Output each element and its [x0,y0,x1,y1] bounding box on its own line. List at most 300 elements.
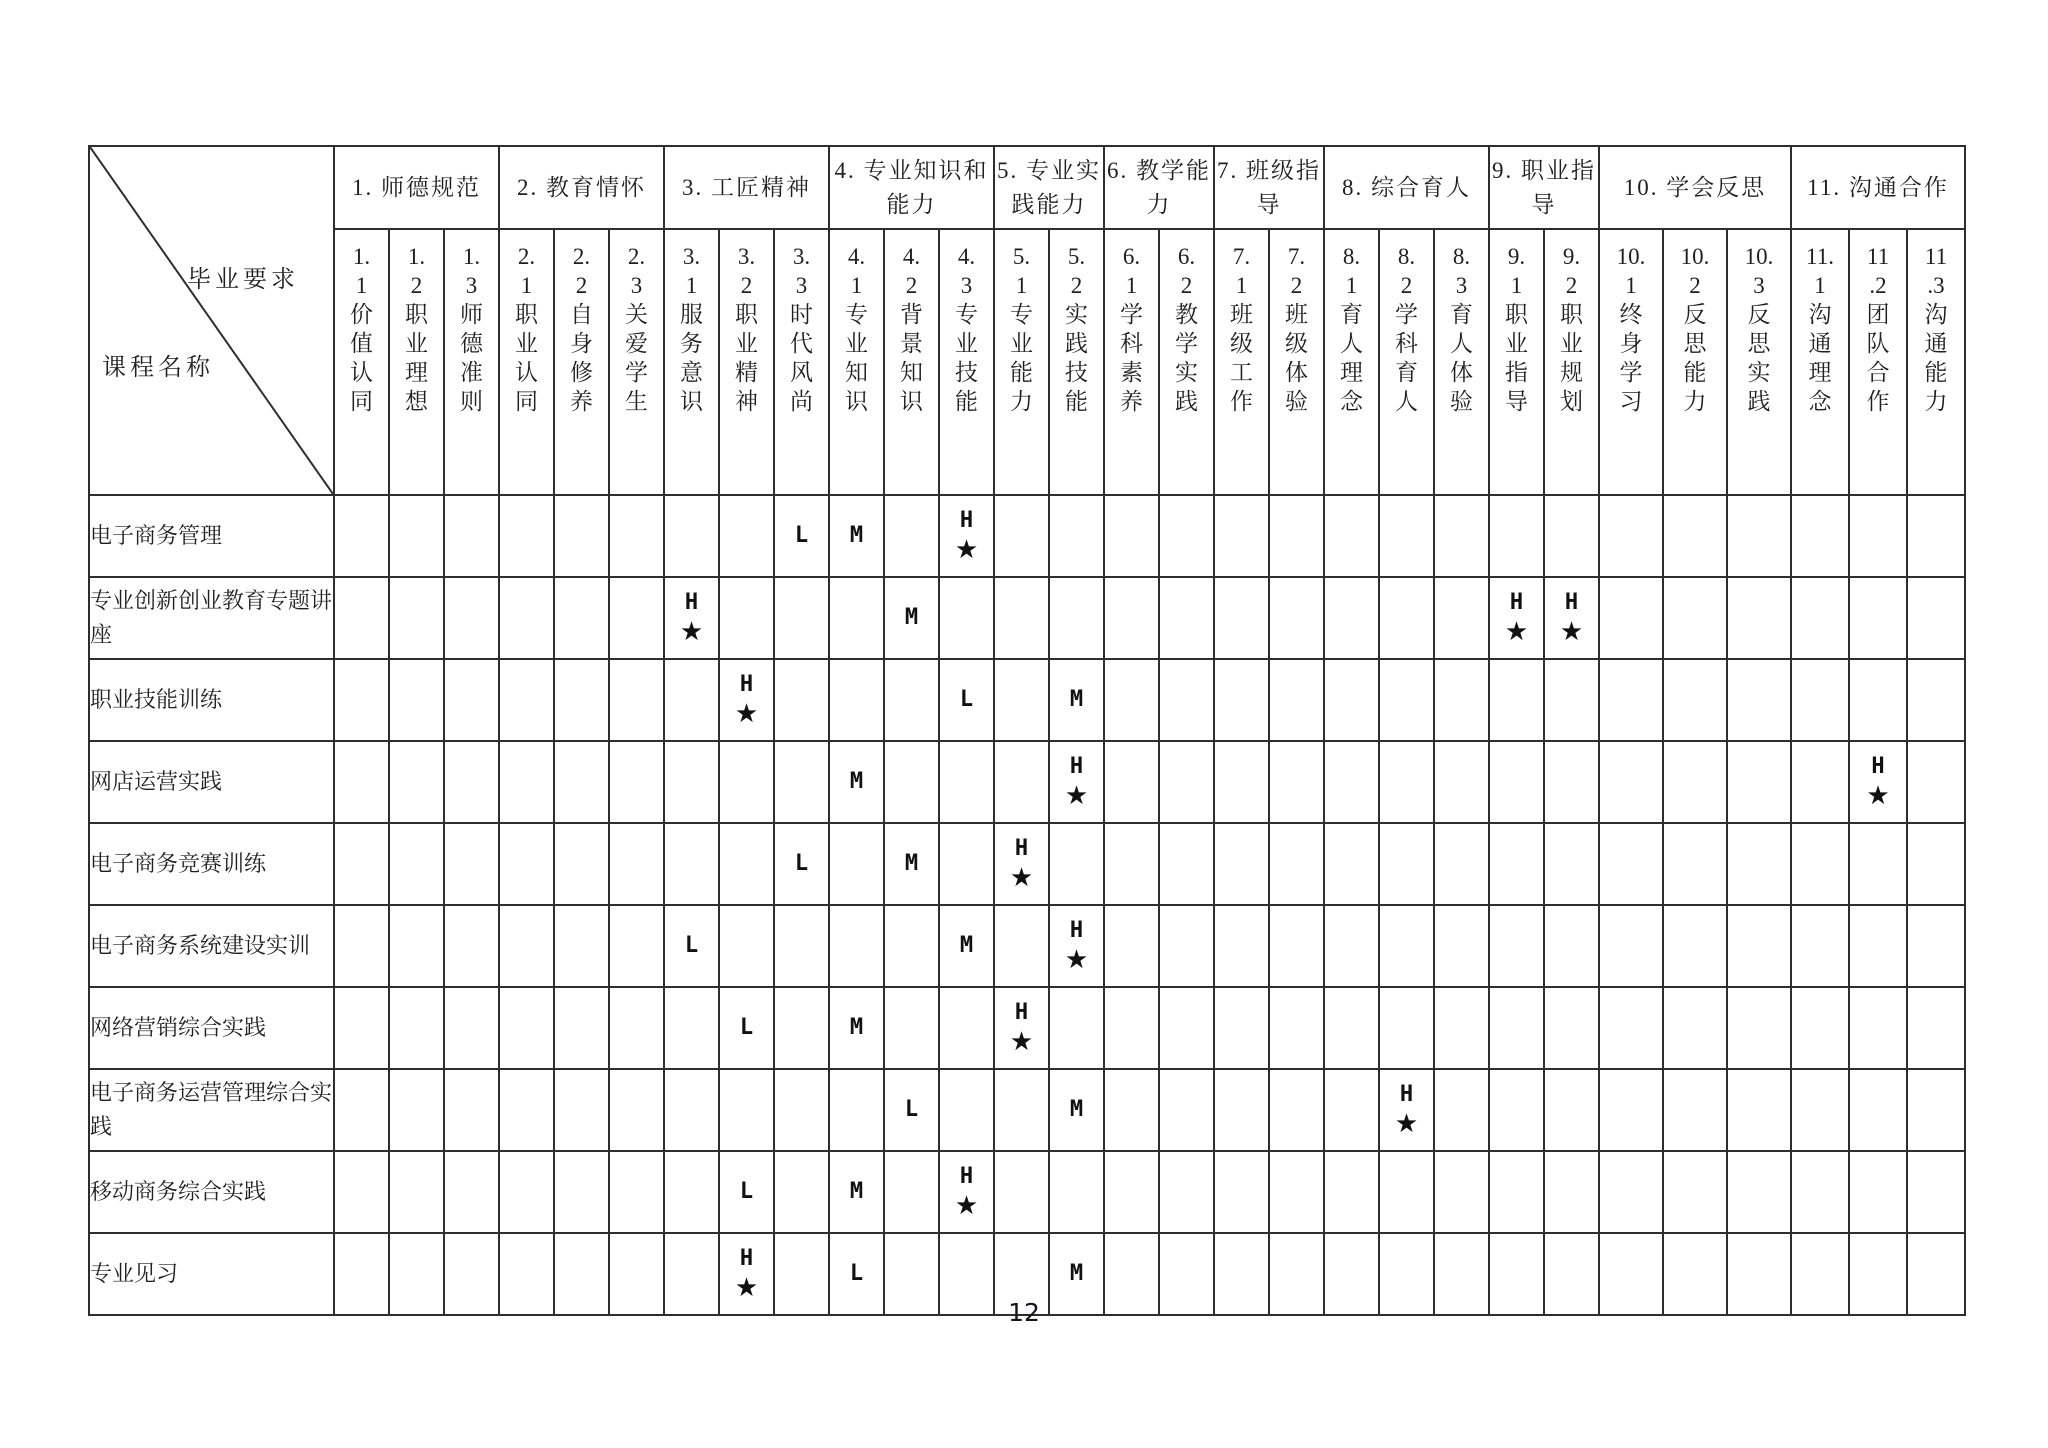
matrix-cell-3.1 [664,495,719,577]
matrix-cell-3.2 [719,659,774,741]
subheader-name-char: 践 [1175,389,1198,414]
matrix-cell-1.3 [444,495,499,577]
star-icon: ★ [954,1191,979,1220]
page-number: 12 [1008,1298,1040,1327]
mark-letter: L [794,523,809,548]
matrix-cell-10.3 [1727,495,1791,577]
subheader-name-char: 学 [1175,331,1198,356]
matrix-cell-9.1 [1489,659,1544,741]
subheader-name-char: 爱 [625,331,648,356]
matrix-cell-5.1 [994,659,1049,741]
subheader-code-line: 10. [1616,244,1646,269]
course-name-cell: 网络营销综合实践 [89,987,334,1069]
subheader-text [1215,230,1268,416]
mark-letter: L [739,1179,754,1204]
matrix-cell-11.3 [1907,659,1965,741]
subheader-name-char: 认 [515,360,538,385]
subheader-name-char: 学 [625,360,648,385]
subheader-text [1792,230,1848,416]
matrix-cell-1.3 [444,905,499,987]
subheader-text [1050,230,1103,416]
matrix-cell-6.2 [1159,741,1214,823]
subheader-name-char: 念 [1808,389,1832,414]
table-row [89,1069,1965,1151]
table-row [89,987,1965,1069]
matrix-cell-6.1 [1104,741,1159,823]
subheader-name-char: 践 [1065,331,1088,356]
matrix-cell-3.3 [774,905,829,987]
subheader-code-line: 6. [1177,244,1196,269]
subheader-9.1 [1489,229,1544,495]
subheader-name-char: 级 [1285,331,1308,356]
subheader-name-char: 素 [1120,360,1143,385]
subheader-name-char: 体 [1450,360,1473,385]
subheader-text [610,230,663,416]
mark-high-star [1505,589,1528,647]
matrix-cell-8.1 [1324,905,1379,987]
subheader-name-char: 务 [680,331,703,356]
matrix-cell-1.3 [444,1069,499,1151]
matrix-cell-5.2 [1049,905,1104,987]
subheader-name-char: 人 [1395,389,1418,414]
mark-high-star [1395,1081,1418,1139]
matrix-cell-1.2 [389,741,444,823]
matrix-cell-10.1 [1599,1069,1663,1151]
matrix-cell-7.1 [1214,823,1269,905]
matrix-cell-3.2 [719,987,774,1069]
mark-letter: M [849,769,864,794]
subheader-name-char: 班 [1230,302,1253,327]
group-header-2: 2. 教育情怀 [499,146,664,229]
matrix-cell-4.2 [884,1151,939,1233]
subheader-6.2 [1159,229,1214,495]
matrix-cell-10.3 [1727,659,1791,741]
subheader-code-line: 1 [1235,273,1248,298]
matrix-cell-4.1 [829,1151,884,1233]
matrix-cell-3.1 [664,905,719,987]
matrix-cell-7.2 [1269,741,1324,823]
subheader-name-char: 业 [1560,331,1583,356]
subheader-name-char: 级 [1230,331,1253,356]
matrix-cell-11.2 [1849,659,1907,741]
subheader-code-line: 3 [960,273,973,298]
matrix-cell-8.3 [1434,577,1489,659]
matrix-cell-2.2 [554,905,609,987]
subheader-code-line: 6. [1122,244,1141,269]
matrix-cell-2.3 [609,659,664,741]
subheader-name-char: 身 [570,331,593,356]
group-header-11: 11. 沟通合作 [1791,146,1965,229]
matrix-cell-9.2 [1544,577,1599,659]
matrix-cell-10.1 [1599,1151,1663,1233]
matrix-cell-3.2 [719,905,774,987]
subheader-text [1490,230,1543,416]
matrix-cell-2.1 [499,987,554,1069]
subheader-name-char: 知 [845,360,868,385]
subheader-name-char: 则 [460,389,483,414]
matrix-cell-1.2 [389,905,444,987]
subheader-name-char: 尚 [790,389,813,414]
subheader-3.3 [774,229,829,495]
subheader-name-char: 养 [570,389,593,414]
subheader-name-char: 养 [1120,389,1143,414]
matrix-cell-2.1 [499,659,554,741]
subheader-row [89,229,1965,495]
corner-label-graduation-requirements: 毕业要求 [187,267,299,293]
group-header-1: 1. 师德规范 [334,146,499,229]
subheader-code-line: 10. [1680,244,1710,269]
matrix-cell-4.1 [829,823,884,905]
matrix-cell-6.2 [1159,987,1214,1069]
subheader-2.1 [499,229,554,495]
subheader-text [1105,230,1158,416]
matrix-cell-11.2 [1849,577,1907,659]
matrix-cell-8.1 [1324,577,1379,659]
subheader-name-char: 业 [845,331,868,356]
subheader-name-char: 验 [1450,389,1473,414]
matrix-cell-11.3 [1907,577,1965,659]
mark-letter: H [1509,590,1524,615]
matrix-cell-2.2 [554,741,609,823]
subheader-code-line: 2. [627,244,646,269]
matrix-cell-2.1 [499,1151,554,1233]
subheader-code-line: 2 [905,273,918,298]
subheader-name-char: 作 [1230,389,1253,414]
matrix-cell-7.1 [1214,905,1269,987]
subheader-name-char: 科 [1395,331,1418,356]
matrix-cell-6.2 [1159,823,1214,905]
subheader-name-char: 团 [1866,302,1890,327]
mark-letter: H [1014,836,1029,861]
subheader-code-line: 2 [740,273,753,298]
subheader-text [1728,230,1790,416]
matrix-cell-6.1 [1104,905,1159,987]
mark-high-star [680,589,703,647]
matrix-cell-2.1 [499,495,554,577]
matrix-cell-11.2 [1849,1151,1907,1233]
subheader-name-char: 技 [1065,360,1088,385]
subheader-name-char: 沟 [1808,302,1832,327]
matrix-cell-11.2 [1849,987,1907,1069]
matrix-cell-3.3 [774,1151,829,1233]
mark-high-star [735,1245,758,1303]
matrix-cell-4.3 [939,659,994,741]
matrix-cell-7.1 [1214,987,1269,1069]
matrix-cell-1.3 [444,1151,499,1233]
matrix-cell-1.2 [389,577,444,659]
matrix-cell-5.2 [1049,1069,1104,1151]
subheader-code-line: 2 [1290,273,1303,298]
matrix-cell-1.1 [334,823,389,905]
matrix-cell-4.1 [829,577,884,659]
course-name-cell: 网店运营实践 [89,741,334,823]
course-name-cell: 电子商务竞赛训练 [89,823,334,905]
subheader-name-char: 育 [1450,302,1473,327]
matrix-cell-2.1 [499,577,554,659]
matrix-cell-4.2 [884,823,939,905]
matrix-cell-5.1 [994,577,1049,659]
mark-letter: M [1069,1261,1084,1286]
subheader-text [500,230,553,416]
subheader-5.2 [1049,229,1104,495]
mark-letter: M [1069,687,1084,712]
matrix-cell-3.3 [774,1069,829,1151]
matrix-cell-9.1 [1489,987,1544,1069]
matrix-cell-4.1 [829,495,884,577]
matrix-cell-6.1 [1104,659,1159,741]
subheader-code-line: 3. [792,244,811,269]
subheader-9.2 [1544,229,1599,495]
subheader-1.2 [389,229,444,495]
subheader-name-char: 导 [1505,389,1528,414]
matrix-cell-8.2 [1379,823,1434,905]
matrix-cell-2.3 [609,741,664,823]
matrix-cell-4.1 [829,905,884,987]
matrix-cell-10.1 [1599,659,1663,741]
subheader-code-line: 4. [902,244,921,269]
subheader-text [1270,230,1323,416]
mark-high-star [1866,753,1889,811]
subheader-name-char: 身 [1619,331,1643,356]
matrix-cell-7.2 [1269,823,1324,905]
subheader-code-line: 8. [1452,244,1471,269]
subheader-name-char: 反 [1683,302,1707,327]
matrix-cell-7.2 [1269,987,1324,1069]
matrix-cell-1.3 [444,823,499,905]
matrix-body [89,495,1965,1315]
matrix-cell-1.2 [389,987,444,1069]
mark-letter: H [959,508,974,533]
subheader-code-line: 2 [1689,273,1701,298]
matrix-cell-9.2 [1544,659,1599,741]
subheader-text [390,230,443,416]
subheader-1.3 [444,229,499,495]
subheader-name-char: 自 [570,302,593,327]
course-name-cell: 电子商务管理 [89,495,334,577]
subheader-name-char: 代 [790,331,813,356]
matrix-cell-4.3 [939,1069,994,1151]
matrix-cell-10.2 [1663,495,1727,577]
mark-high-star [955,1163,978,1221]
subheader-name-char: 思 [1747,331,1771,356]
matrix-cell-11.1 [1791,823,1849,905]
matrix-cell-2.1 [499,1069,554,1151]
subheader-name-char: 沟 [1924,302,1948,327]
matrix-cell-7.1 [1214,659,1269,741]
group-header-5: 5. 专业实践能力 [994,146,1104,229]
subheader-name-char: 服 [680,302,703,327]
matrix-cell-11.2 [1849,905,1907,987]
matrix-cell-7.1 [1214,741,1269,823]
mark-letter: M [904,605,919,630]
mark-high-star [955,507,978,565]
matrix-cell-3.2 [719,823,774,905]
matrix-cell-3.3 [774,987,829,1069]
matrix-cell-1.3 [444,577,499,659]
table-row [89,495,1965,577]
table-row [89,577,1965,659]
star-icon: ★ [1009,1027,1034,1056]
matrix-cell-11.1 [1791,1069,1849,1151]
subheader-name-char: 通 [1808,331,1832,356]
matrix-cell-5.1 [994,495,1049,577]
table-row [89,659,1965,741]
subheader-text [775,230,828,416]
matrix-cell-8.3 [1434,741,1489,823]
group-header-7: 7. 班级指导 [1214,146,1324,229]
subheader-2.3 [609,229,664,495]
mark-letter: L [739,1015,754,1040]
matrix-cell-9.2 [1544,1151,1599,1233]
matrix-cell-3.1 [664,823,719,905]
subheader-code-line: 8. [1342,244,1361,269]
subheader-name-char: 精 [735,360,758,385]
matrix-cell-1.1 [334,495,389,577]
subheader-code-line: 3 [465,273,478,298]
matrix-cell-10.3 [1727,1069,1791,1151]
matrix-cell-7.2 [1269,659,1324,741]
matrix-cell-2.3 [609,577,664,659]
matrix-cell-5.2 [1049,741,1104,823]
mark-high-star [1560,589,1583,647]
matrix-cell-8.1 [1324,741,1379,823]
matrix-cell-10.2 [1663,741,1727,823]
matrix-cell-9.2 [1544,905,1599,987]
matrix-cell-4.2 [884,495,939,577]
matrix-cell-4.3 [939,987,994,1069]
subheader-text [1325,230,1378,416]
matrix-cell-7.1 [1214,1069,1269,1151]
matrix-cell-7.1 [1214,1151,1269,1233]
subheader-name-char: 习 [1619,389,1643,414]
matrix-cell-3.1 [664,1151,719,1233]
subheader-2.2 [554,229,609,495]
matrix-cell-4.3 [939,823,994,905]
subheader-10.2 [1663,229,1727,495]
matrix-cell-8.3 [1434,987,1489,1069]
course-name-cell: 移动商务综合实践 [89,1151,334,1233]
matrix-cell-4.3 [939,905,994,987]
corner-diagonal-line [90,147,333,494]
matrix-cell-10.1 [1599,987,1663,1069]
matrix-cell-6.2 [1159,1069,1214,1151]
subheader-11.3 [1907,229,1965,495]
matrix-cell-7.2 [1269,1069,1324,1151]
matrix-cell-3.3 [774,577,829,659]
matrix-cell-10.1 [1599,741,1663,823]
matrix-cell-1.1 [334,659,389,741]
subheader-text [1664,230,1726,416]
matrix-cell-1.1 [334,987,389,1069]
subheader-name-char: 神 [735,389,758,414]
group-header-9: 9. 职业指导 [1489,146,1599,229]
matrix-cell-1.2 [389,1069,444,1151]
course-name-cell: 专业见习 [89,1233,334,1315]
matrix-cell-11.2 [1849,1069,1907,1151]
star-icon: ★ [1559,617,1584,646]
matrix-cell-5.1 [994,987,1049,1069]
subheader-name-char: 背 [900,302,923,327]
mark-high-star [735,671,758,729]
matrix-cell-7.2 [1269,495,1324,577]
mark-letter: H [739,672,754,697]
matrix-cell-5.1 [994,1151,1049,1233]
star-icon: ★ [1064,781,1089,810]
matrix-cell-10.2 [1663,577,1727,659]
subheader-text [335,230,388,416]
matrix-cell-1.1 [334,577,389,659]
subheader-code-line: 7. [1287,244,1306,269]
matrix-cell-11.3 [1907,823,1965,905]
subheader-name-char: 工 [1230,360,1253,385]
subheader-name-char: 知 [900,360,923,385]
matrix-cell-8.3 [1434,659,1489,741]
matrix-cell-11.3 [1907,905,1965,987]
subheader-name-char: 育 [1395,360,1418,385]
matrix-cell-10.2 [1663,1151,1727,1233]
mark-letter: H [1069,918,1084,943]
subheader-name-char: 作 [1866,389,1890,414]
subheader-name-char: 反 [1747,302,1771,327]
star-icon: ★ [1064,945,1089,974]
matrix-cell-3.2 [719,495,774,577]
subheader-name-char: 专 [845,302,868,327]
matrix-cell-10.3 [1727,905,1791,987]
matrix-cell-8.3 [1434,495,1489,577]
subheader-name-char: 同 [350,389,373,414]
matrix-cell-5.1 [994,741,1049,823]
matrix-cell-5.1 [994,905,1049,987]
matrix-cell-8.3 [1434,823,1489,905]
subheader-code-line: 1. [407,244,426,269]
subheader-text [1435,230,1488,416]
subheader-8.2 [1379,229,1434,495]
matrix-cell-3.3 [774,741,829,823]
matrix-header [89,146,1965,495]
subheader-name-char: 验 [1285,389,1308,414]
mark-high-star [1065,917,1088,975]
subheader-3.1 [664,229,719,495]
subheader-code-line: 2. [517,244,536,269]
mark-letter: L [794,851,809,876]
matrix-cell-3.3 [774,495,829,577]
matrix-cell-2.3 [609,987,664,1069]
subheader-code-line: 1 [1625,273,1637,298]
matrix-cell-5.2 [1049,659,1104,741]
subheader-name-char: 学 [1120,302,1143,327]
subheader-code-line: 2. [572,244,591,269]
matrix-cell-2.2 [554,987,609,1069]
matrix-cell-7.2 [1269,1151,1324,1233]
matrix-cell-5.2 [1049,987,1104,1069]
subheader-name-char: 实 [1065,302,1088,327]
mark-high-star [1010,999,1033,1057]
matrix-cell-6.2 [1159,659,1214,741]
star-icon: ★ [1009,863,1034,892]
matrix-cell-9.2 [1544,1069,1599,1151]
subheader-code-line: 2 [1070,273,1083,298]
subheader-code-line: 2 [575,273,588,298]
matrix-cell-6.1 [1104,1151,1159,1233]
subheader-name-char: 职 [515,302,538,327]
subheader-name-char: 专 [955,302,978,327]
corner-cell [89,146,334,495]
subheader-name-char: 想 [405,389,428,414]
subheader-name-char: 职 [1505,302,1528,327]
subheader-name-char: 同 [515,389,538,414]
matrix-cell-2.3 [609,495,664,577]
subheader-code-line: 7. [1232,244,1251,269]
